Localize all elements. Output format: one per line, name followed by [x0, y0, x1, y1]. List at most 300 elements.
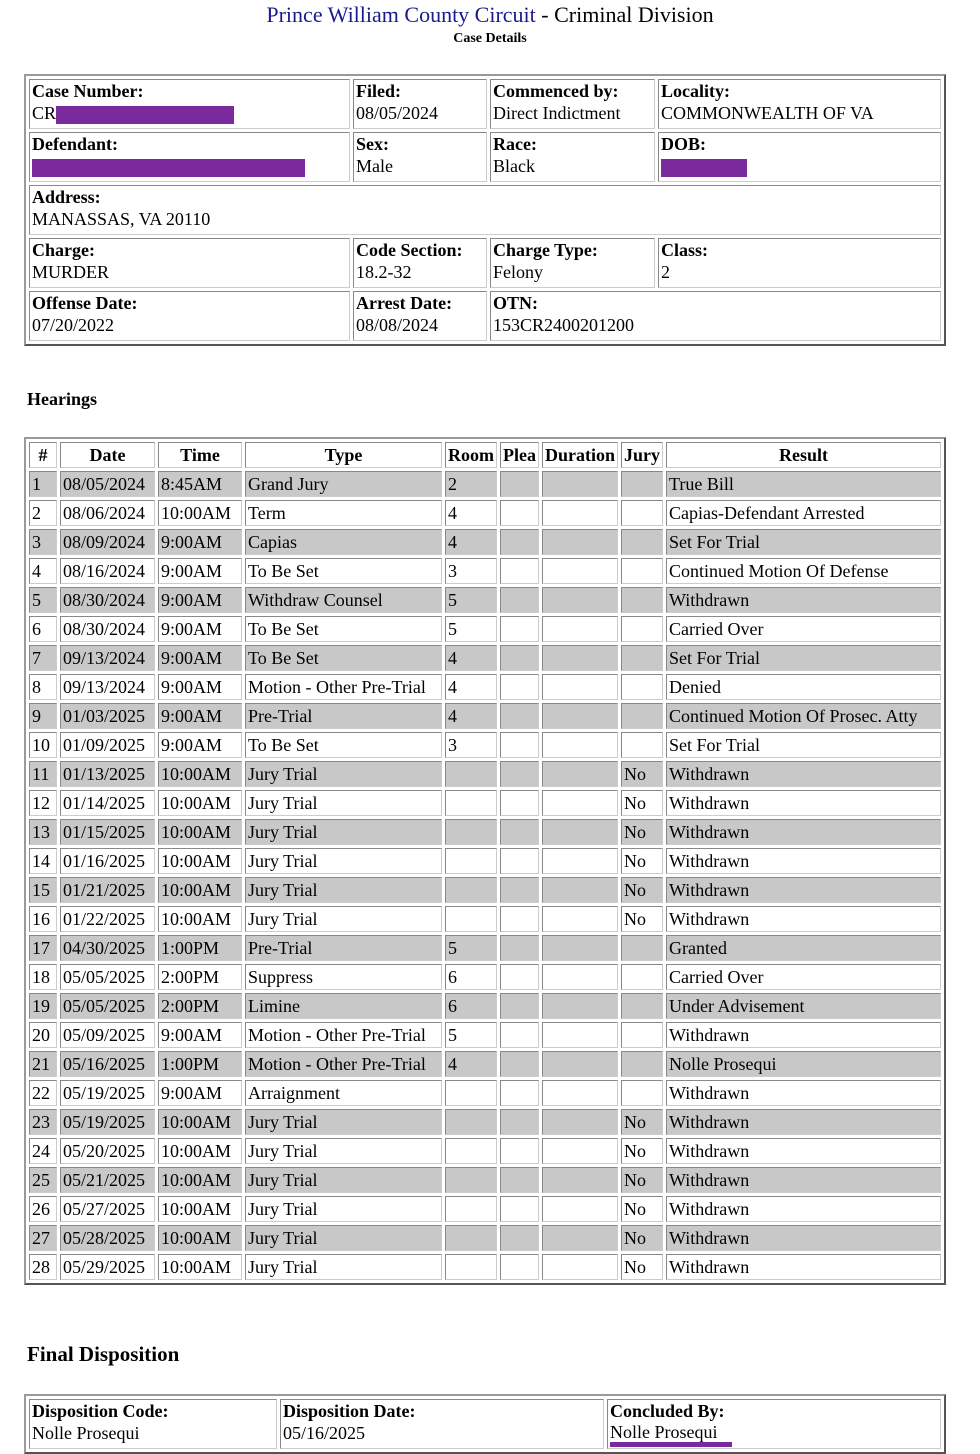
cell-jury — [621, 674, 663, 700]
division-name: - Criminal Division — [541, 2, 714, 27]
cell-time: 9:00AM — [158, 645, 242, 671]
col-header-date: Date — [60, 442, 155, 468]
concluded-by-label: Concluded By: — [610, 1401, 725, 1421]
cell-num: 13 — [29, 819, 57, 845]
cell-type: To Be Set — [245, 732, 442, 758]
cell-plea — [500, 790, 539, 816]
hearings-header-row — [29, 442, 941, 468]
cell-type: Jury Trial — [245, 906, 442, 932]
cell-result: Set For Trial — [666, 645, 941, 671]
cell-time: 10:00AM — [158, 848, 242, 874]
cell-time: 1:00PM — [158, 935, 242, 961]
table-row — [29, 819, 941, 845]
cell-time: 9:00AM — [158, 529, 242, 555]
table-row — [29, 500, 941, 526]
cell-duration — [542, 1022, 618, 1048]
cell-plea — [500, 935, 539, 961]
case-row-1 — [29, 79, 941, 129]
cell-plea — [500, 703, 539, 729]
cell-result: Continued Motion Of Defense — [666, 558, 941, 584]
table-row — [29, 1051, 941, 1077]
cell-room: 4 — [445, 674, 497, 700]
cell-plea — [500, 732, 539, 758]
cell-type: To Be Set — [245, 616, 442, 642]
cell-plea — [500, 819, 539, 845]
cell-result: Withdrawn — [666, 906, 941, 932]
cell-room: 6 — [445, 964, 497, 990]
cell-num: 8 — [29, 674, 57, 700]
cell-date: 01/21/2025 — [60, 877, 155, 903]
cell-time: 9:00AM — [158, 587, 242, 613]
cell-type: Motion - Other Pre-Trial — [245, 1022, 442, 1048]
cell-room: 4 — [445, 1051, 497, 1077]
col-header-jury: Jury — [621, 442, 663, 468]
disposition-row — [29, 1399, 941, 1449]
cell-plea — [500, 1080, 539, 1106]
cell-date: 09/13/2024 — [60, 674, 155, 700]
address-label: Address: — [32, 187, 101, 207]
cell-num: 22 — [29, 1080, 57, 1106]
cell-result: Withdrawn — [666, 1196, 941, 1222]
cell-num: 5 — [29, 587, 57, 613]
cell-num: 3 — [29, 529, 57, 555]
disposition-date-label: Disposition Date: — [283, 1401, 416, 1421]
cell-type: Jury Trial — [245, 1109, 442, 1135]
cell-duration — [542, 1080, 618, 1106]
cell-type: Jury Trial — [245, 1254, 442, 1280]
cell-room — [445, 906, 497, 932]
table-row — [29, 906, 941, 932]
col-header-result: Result — [666, 442, 941, 468]
cell-time: 10:00AM — [158, 1225, 242, 1251]
table-row — [29, 848, 941, 874]
cell-duration — [542, 819, 618, 845]
table-row — [29, 1167, 941, 1193]
table-row — [29, 877, 941, 903]
cell-date: 05/19/2025 — [60, 1080, 155, 1106]
cell-room: 4 — [445, 645, 497, 671]
cell-date: 05/19/2025 — [60, 1109, 155, 1135]
cell-time: 9:00AM — [158, 1022, 242, 1048]
cell-plea — [500, 1196, 539, 1222]
cell-time: 8:45AM — [158, 471, 242, 497]
cell-plea — [500, 993, 539, 1019]
cell-room: 6 — [445, 993, 497, 1019]
cell-time: 10:00AM — [158, 790, 242, 816]
cell-jury: No — [621, 877, 663, 903]
race-cell — [490, 132, 655, 182]
cell-jury: No — [621, 790, 663, 816]
cell-num: 24 — [29, 1138, 57, 1164]
cell-duration — [542, 587, 618, 613]
cell-plea — [500, 587, 539, 613]
cell-num: 28 — [29, 1254, 57, 1280]
table-row — [29, 645, 941, 671]
cell-room — [445, 1109, 497, 1135]
cell-type: Jury Trial — [245, 819, 442, 845]
locality-cell — [658, 79, 941, 129]
cell-num: 6 — [29, 616, 57, 642]
cell-jury: No — [621, 761, 663, 787]
cell-duration — [542, 1138, 618, 1164]
table-row — [29, 587, 941, 613]
col-header-room: Room — [445, 442, 497, 468]
cell-date: 05/05/2025 — [60, 964, 155, 990]
cell-plea — [500, 1138, 539, 1164]
cell-jury — [621, 587, 663, 613]
cell-jury: No — [621, 906, 663, 932]
cell-duration — [542, 674, 618, 700]
otn-label: OTN: — [493, 293, 538, 313]
commenced-cell — [490, 79, 655, 129]
cell-duration — [542, 964, 618, 990]
page-title — [0, 2, 980, 28]
cell-jury — [621, 616, 663, 642]
cell-time: 10:00AM — [158, 1109, 242, 1135]
cell-num: 9 — [29, 703, 57, 729]
cell-date: 05/27/2025 — [60, 1196, 155, 1222]
cell-plea — [500, 964, 539, 990]
cell-jury: No — [621, 1254, 663, 1280]
cell-plea — [500, 500, 539, 526]
case-number-value: CR — [32, 103, 57, 123]
cell-plea — [500, 761, 539, 787]
cell-room — [445, 877, 497, 903]
cell-room: 4 — [445, 500, 497, 526]
cell-result: Withdrawn — [666, 1109, 941, 1135]
cell-plea — [500, 529, 539, 555]
cell-duration — [542, 616, 618, 642]
locality-label: Locality: — [661, 81, 730, 101]
cell-num: 23 — [29, 1109, 57, 1135]
cell-room: 5 — [445, 1022, 497, 1048]
table-row — [29, 558, 941, 584]
cell-time: 10:00AM — [158, 1196, 242, 1222]
cell-date: 04/30/2025 — [60, 935, 155, 961]
cell-type: Suppress — [245, 964, 442, 990]
cell-room — [445, 761, 497, 787]
cell-duration — [542, 1254, 618, 1280]
cell-result: Withdrawn — [666, 1254, 941, 1280]
cell-duration — [542, 935, 618, 961]
cell-jury — [621, 1080, 663, 1106]
cell-num: 17 — [29, 935, 57, 961]
cell-date: 05/29/2025 — [60, 1254, 155, 1280]
cell-type: Pre-Trial — [245, 703, 442, 729]
cell-num: 11 — [29, 761, 57, 787]
cell-num: 2 — [29, 500, 57, 526]
code-section-label: Code Section: — [356, 240, 463, 260]
cell-time: 10:00AM — [158, 761, 242, 787]
cell-type: Term — [245, 500, 442, 526]
cell-duration — [542, 1109, 618, 1135]
cell-date: 08/06/2024 — [60, 500, 155, 526]
cell-type: Jury Trial — [245, 761, 442, 787]
disposition-code-cell — [29, 1399, 277, 1449]
cell-plea — [500, 848, 539, 874]
cell-date: 01/14/2025 — [60, 790, 155, 816]
table-row — [29, 993, 941, 1019]
cell-time: 10:00AM — [158, 500, 242, 526]
cell-type: Jury Trial — [245, 877, 442, 903]
cell-time: 10:00AM — [158, 1167, 242, 1193]
cell-jury — [621, 1051, 663, 1077]
cell-jury — [621, 500, 663, 526]
cell-room: 3 — [445, 732, 497, 758]
cell-jury — [621, 993, 663, 1019]
cell-type: To Be Set — [245, 558, 442, 584]
final-disposition-heading: Final Disposition — [27, 1342, 180, 1366]
cell-plea — [500, 616, 539, 642]
cell-num: 10 — [29, 732, 57, 758]
cell-time: 9:00AM — [158, 674, 242, 700]
locality-value: COMMONWEALTH OF VA — [661, 103, 874, 123]
cell-duration — [542, 645, 618, 671]
cell-date: 05/21/2025 — [60, 1167, 155, 1193]
cell-date: 05/28/2025 — [60, 1225, 155, 1251]
cell-type: Motion - Other Pre-Trial — [245, 1051, 442, 1077]
cell-num: 20 — [29, 1022, 57, 1048]
cell-date: 01/16/2025 — [60, 848, 155, 874]
cell-num: 16 — [29, 906, 57, 932]
cell-room — [445, 1138, 497, 1164]
cell-plea — [500, 906, 539, 932]
cell-type: Jury Trial — [245, 1225, 442, 1251]
cell-date: 05/16/2025 — [60, 1051, 155, 1077]
cell-num: 26 — [29, 1196, 57, 1222]
cell-time: 9:00AM — [158, 732, 242, 758]
table-row — [29, 1196, 941, 1222]
cell-plea — [500, 471, 539, 497]
cell-result: Continued Motion Of Prosec. Atty — [666, 703, 941, 729]
cell-jury: No — [621, 1138, 663, 1164]
cell-type: Jury Trial — [245, 1138, 442, 1164]
cell-jury — [621, 732, 663, 758]
cell-num: 1 — [29, 471, 57, 497]
cell-time: 10:00AM — [158, 906, 242, 932]
sex-label: Sex: — [356, 134, 389, 154]
cell-duration — [542, 558, 618, 584]
cell-jury — [621, 1022, 663, 1048]
cell-result: Set For Trial — [666, 529, 941, 555]
cell-room: 5 — [445, 616, 497, 642]
cell-time: 10:00AM — [158, 819, 242, 845]
table-row — [29, 935, 941, 961]
arrest-date-cell — [353, 291, 487, 341]
page-subtitle: Case Details — [453, 31, 527, 46]
arrest-date-value: 08/08/2024 — [356, 315, 439, 335]
case-row-5 — [29, 291, 941, 341]
cell-result: Capias-Defendant Arrested — [666, 500, 941, 526]
cell-date: 08/05/2024 — [60, 471, 155, 497]
cell-result: Withdrawn — [666, 587, 941, 613]
table-row — [29, 529, 941, 555]
cell-duration — [542, 529, 618, 555]
cell-jury — [621, 645, 663, 671]
cell-plea — [500, 1022, 539, 1048]
cell-type: Grand Jury — [245, 471, 442, 497]
cell-time: 10:00AM — [158, 1254, 242, 1280]
table-row — [29, 732, 941, 758]
cell-num: 14 — [29, 848, 57, 874]
cell-duration — [542, 761, 618, 787]
cell-result: Withdrawn — [666, 761, 941, 787]
cell-date: 05/05/2025 — [60, 993, 155, 1019]
cell-time: 1:00PM — [158, 1051, 242, 1077]
cell-type: Jury Trial — [245, 848, 442, 874]
cell-date: 01/15/2025 — [60, 819, 155, 845]
offense-date-cell — [29, 291, 350, 341]
defendant-cell — [29, 132, 350, 182]
address-cell — [29, 185, 941, 235]
cell-time: 2:00PM — [158, 964, 242, 990]
table-row — [29, 674, 941, 700]
cell-type: Jury Trial — [245, 1196, 442, 1222]
dob-redaction — [661, 159, 747, 177]
table-row — [29, 790, 941, 816]
hearings-body — [29, 471, 941, 1280]
charge-value: MURDER — [32, 262, 110, 282]
cell-room: 5 — [445, 587, 497, 613]
table-row — [29, 703, 941, 729]
cell-result: Withdrawn — [666, 1022, 941, 1048]
case-row-3 — [29, 185, 941, 235]
disposition-date-value: 05/16/2025 — [283, 1423, 366, 1443]
cell-type: Capias — [245, 529, 442, 555]
cell-duration — [542, 848, 618, 874]
filed-label: Filed: — [356, 81, 401, 101]
cell-duration — [542, 877, 618, 903]
cell-num: 7 — [29, 645, 57, 671]
col-header-time: Time — [158, 442, 242, 468]
cell-time: 10:00AM — [158, 877, 242, 903]
address-value: MANASSAS, VA 20110 — [32, 209, 211, 229]
code-section-value: 18.2-32 — [356, 262, 412, 282]
hearings-table — [24, 437, 946, 1285]
case-row-2 — [29, 132, 941, 182]
filed-value: 08/05/2024 — [356, 103, 439, 123]
filed-cell — [353, 79, 487, 129]
cell-room — [445, 1080, 497, 1106]
concluded-by-value: Nolle Prosequi — [610, 1422, 732, 1447]
cell-date: 01/03/2025 — [60, 703, 155, 729]
cell-type: Pre-Trial — [245, 935, 442, 961]
cell-result: Under Advisement — [666, 993, 941, 1019]
cell-result: Granted — [666, 935, 941, 961]
cell-jury: No — [621, 1225, 663, 1251]
table-row — [29, 616, 941, 642]
defendant-label: Defendant: — [32, 134, 118, 154]
charge-type-cell — [490, 238, 655, 288]
final-disposition-table — [24, 1394, 946, 1454]
cell-num: 25 — [29, 1167, 57, 1193]
cell-plea — [500, 1254, 539, 1280]
race-value: Black — [493, 156, 535, 176]
case-details-table — [24, 74, 946, 346]
cell-jury — [621, 964, 663, 990]
case-number-redaction — [56, 106, 234, 124]
cell-date: 08/30/2024 — [60, 616, 155, 642]
cell-plea — [500, 645, 539, 671]
cell-type: Withdraw Counsel — [245, 587, 442, 613]
cell-duration — [542, 1196, 618, 1222]
cell-result: Withdrawn — [666, 877, 941, 903]
sex-cell — [353, 132, 487, 182]
disposition-code-label: Disposition Code: — [32, 1401, 169, 1421]
table-row — [29, 1254, 941, 1280]
cell-plea — [500, 1051, 539, 1077]
cell-plea — [500, 558, 539, 584]
cell-type: Jury Trial — [245, 790, 442, 816]
cell-date: 05/09/2025 — [60, 1022, 155, 1048]
cell-duration — [542, 1225, 618, 1251]
cell-date: 01/22/2025 — [60, 906, 155, 932]
col-header-plea: Plea — [500, 442, 539, 468]
cell-type: Arraignment — [245, 1080, 442, 1106]
cell-result: Withdrawn — [666, 848, 941, 874]
charge-label: Charge: — [32, 240, 95, 260]
cell-date: 09/13/2024 — [60, 645, 155, 671]
cell-result: Withdrawn — [666, 1225, 941, 1251]
hearings-heading: Hearings — [27, 389, 97, 409]
arrest-date-label: Arrest Date: — [356, 293, 453, 313]
cell-duration — [542, 1167, 618, 1193]
cell-result: Withdrawn — [666, 1138, 941, 1164]
commenced-value: Direct Indictment — [493, 103, 621, 123]
otn-value: 153CR2400201200 — [493, 315, 635, 335]
cell-result: Withdrawn — [666, 1080, 941, 1106]
table-row — [29, 761, 941, 787]
cell-plea — [500, 1167, 539, 1193]
defendant-redaction — [32, 159, 305, 177]
cell-jury: No — [621, 1196, 663, 1222]
cell-result: Denied — [666, 674, 941, 700]
cell-num: 12 — [29, 790, 57, 816]
class-value: 2 — [661, 262, 670, 282]
cell-time: 2:00PM — [158, 993, 242, 1019]
cell-room — [445, 848, 497, 874]
dob-label: DOB: — [661, 134, 706, 154]
cell-result: True Bill — [666, 471, 941, 497]
col-header-duration: Duration — [542, 442, 618, 468]
cell-duration — [542, 732, 618, 758]
cell-room: 5 — [445, 935, 497, 961]
charge-cell — [29, 238, 350, 288]
table-row — [29, 964, 941, 990]
cell-duration — [542, 703, 618, 729]
cell-jury — [621, 471, 663, 497]
cell-time: 9:00AM — [158, 703, 242, 729]
offense-date-label: Offense Date: — [32, 293, 138, 313]
offense-date-value: 07/20/2022 — [32, 315, 115, 335]
concluded-by-cell — [607, 1399, 941, 1449]
cell-result: Withdrawn — [666, 1167, 941, 1193]
cell-plea — [500, 674, 539, 700]
cell-num: 21 — [29, 1051, 57, 1077]
cell-time: 9:00AM — [158, 1080, 242, 1106]
cell-jury — [621, 703, 663, 729]
cell-result: Set For Trial — [666, 732, 941, 758]
cell-type: To Be Set — [245, 645, 442, 671]
cell-duration — [542, 1051, 618, 1077]
cell-duration — [542, 906, 618, 932]
cell-room — [445, 1254, 497, 1280]
cell-duration — [542, 790, 618, 816]
cell-date: 01/13/2025 — [60, 761, 155, 787]
cell-room — [445, 790, 497, 816]
class-label: Class: — [661, 240, 709, 260]
race-label: Race: — [493, 134, 537, 154]
